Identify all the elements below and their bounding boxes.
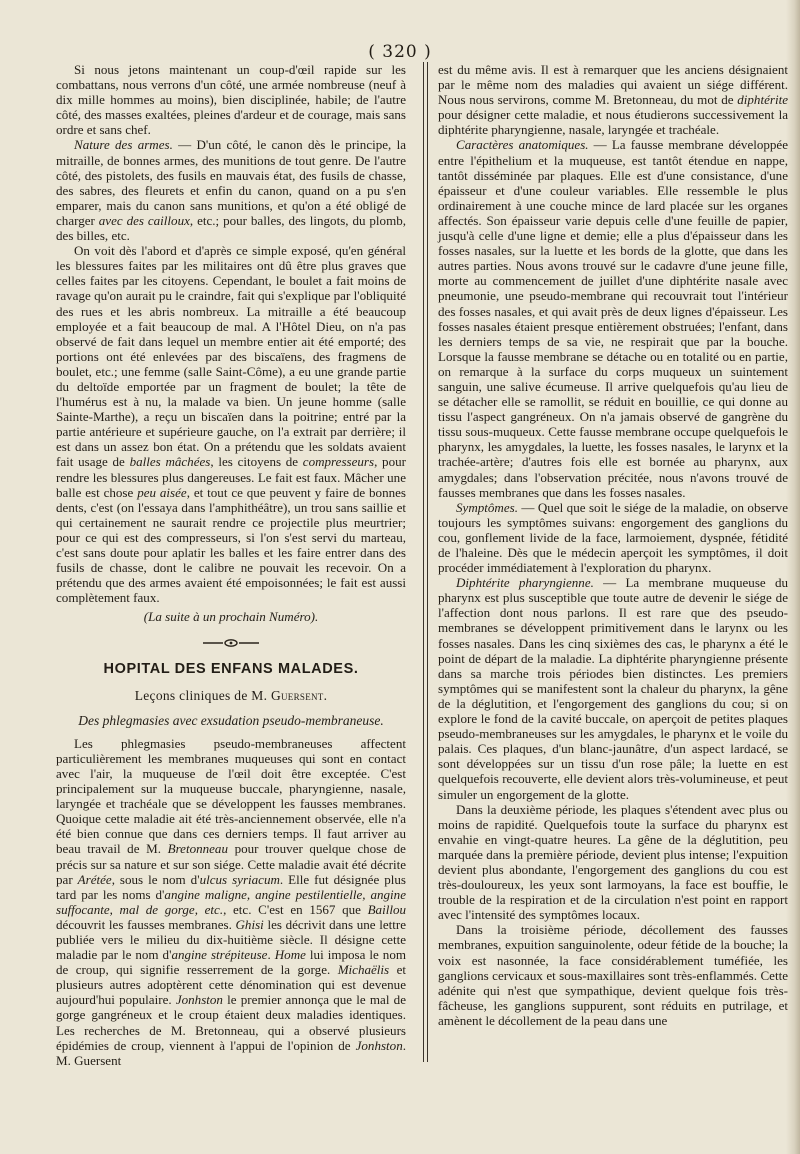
text-run: , etc. C'est en 1567 que (223, 901, 368, 917)
italic-run: angine strépiteuse (171, 947, 268, 963)
text-run: — Quel que soit le siége de la maladie, on observe toujours les symptômes suivans: engorgement des ganglions du cou, gonflement livide de la face, larmoiement, dyspnée, fétidité de l'haleine. Dès que le médecin aperçoit les symptômes, il doit procéder immédiatement à l'exploration du pharynx. (438, 499, 788, 576)
italic-run: compresseurs (302, 454, 375, 470)
text-run: — La membrane muqueuse du pharynx est plus susceptible que toute autre de devenir le siége de l'affection dont nous parlons. Il est rare que des pseudo-membranes se développent primitivement dans le larynx ou les fosses nasales. Dans les cinq sixièmes des cas, le pharynx a été le point de départ de la maladie. La diphtérite pharyngienne présente dans sa marche trois périodes bien distinctes. Les premiers symptômes qui se manifestent sont la chaleur du pharynx, la gêne de la déglutition, et l'engorgement des ganglions du cou; si on explore le fond de la cavité buccale, on aperçoit de petites plaques pseudo-membraneuses sur les amygdales, le pharynx et le voile du palais. Ces plaques, d'un blanc-jaunâtre, d'un aspect lardacé, se sont développées sur un tissu d'un rose pâle; la luette en est quelquefois recouverte, elle devient alors très-volumineuse, et peut simuler un engorgement de la glotte. (438, 575, 789, 802)
heading-nature-des-armes: Nature des armes. (74, 137, 173, 153)
left-column (56, 62, 406, 1068)
text-run: est du même avis. Il est à remarquer que les anciens désignaient par le même nom des maladies qui avaient un siége différent. Nous nous servirons, comme M. Bretonneau, du mot de (438, 62, 788, 108)
page-edge-shadow (786, 0, 800, 1154)
heading-caracteres-anatomiques: Caractères anatomiques. (456, 137, 589, 153)
paragraph-symptoms (438, 500, 788, 575)
text-run: pour désigner cette maladie, et nous étudierons successivement la diphtérite pharyngienne, nasale, laryngée et trachéale. (438, 107, 788, 138)
text-run: . (267, 947, 275, 963)
italic-run: peu aisée (137, 484, 187, 500)
italic-run: angine maligne, angine pestilentielle, angine suffocante, mal de gorge, etc. (56, 886, 406, 917)
text-run: pour trouver quelque chose de précis sur sa nature et sur son siége. Cette maladie avait été décrite par (56, 841, 406, 887)
paragraph-second-period: Dans la deuxième période, les plaques s'étendent avec plus ou moins de rapidité. Quelquefois toute la surface du pharynx est envahie en vingt-quatre heures. La gêne de la déglutition, peu marquée dans la première période, devient plus intense; l'expuition devient plus abondante, l'engorgement des ganglions du cou est très-douloureux, les yeux sont larmoyans, la face est bouffie, le trouble de la respiration et de la circulation n'est point en rapport avec l'intensité des symptômes locaux. (438, 801, 788, 923)
paragraph-history (56, 736, 406, 1068)
lecture-subtopic: Des phlegmasies avec exsudation pseudo-membraneuse. (78, 712, 384, 728)
italic-run: diphtérite (737, 92, 788, 108)
text-run: . Elle fut désignée plus tard par les noms d' (56, 871, 406, 902)
right-column (438, 62, 788, 1028)
italic-run: balles mâchées (129, 454, 211, 470)
italic-run: Arétée (77, 871, 112, 887)
italic-run: Ghisi (235, 916, 264, 932)
text-run: — La fausse membrane développée entre l'épithelium et la muqueuse, est tantôt étendue en nappe, tantôt disséminée par plaques. Elle est d'une consistance, d'une épaisseur et d'une couleur variables. Elle ressemble le plus ordinairement à une couche mince de lard placée sur les organes affectés. Son épaisseur varie depuis celle d'une feuille de papier, jusqu'à celle d'une ligne et demie; elle a plus d'épaisseur dans les fosses nasales, sur la luette et les bords de la glotte, que dans les autres parties. Nous avons trouvé sur le cadavre d'une jeune fille, morte au commencement de juillet d'une diphtérite nasale avec pneumonie, une pseudo-membrane qui recouvrait tout l'intérieur des fosses nasales, et qui avait près de deux lignes d'épaisseur. Les fosses nasales étaient presque entièrement obstruées; l'enfant, dans les derniers temps de sa vie, ne respirait que par la bouche. Lorsque la fausse membrane se détache ou en totalité ou en partie, on remarque à la surface du corps muqueux un suintement sanguin, une salive écumeuse. Il arrive quelquefois qu'au lieu de se détacher elle se ramollit, se réduit en bouillie, ce qui donne au tissu l'aspect gangréneux. On n'a jamais observé de gangrène du tissu sous-muqueux. Cette fausse membrane occupe quelquefois le pharynx, les amygdales, la luette, les fosses nasales, le larynx et la trachée-artère; d'autres fois elle est bornée au pharynx, aux amygdales; dans l'observation précitée, nous n'avons trouvé de fausses membranes que dans les fosses nasales. (438, 137, 789, 500)
paragraph-third-period: Dans la troisième période, décollement des fausses membranes, expuition sanguinolente, odeur fétide de la bouche; la voix est nasonnée, la face considérablement tuméfiée, les ganglions cervicaux et sous-maxillaires sont très-enflammés. Cette adénite qui n'est que sympathique, devient quelque fois très-fâcheuse, les ganglions suppurent, sont réduits en putrilage, et amènent le décollement de la peau dans une (438, 922, 788, 1028)
italic-run: Michaëlis (337, 962, 390, 978)
to-be-continued-note: (La suite à un prochain Numéro). (143, 609, 319, 625)
section-title: HOPITAL DES ENFANS MALADES. (103, 661, 359, 678)
text-run: , les citoyens de (210, 454, 303, 470)
paragraph-pharyngeal (438, 575, 788, 801)
heading-symptomes: Symptômes. (456, 499, 518, 515)
section-ornament (56, 628, 406, 658)
paragraph-combatants: Si nous jetons maintenant un coup-d'œil rapide sur les combattans, nous verrons d'un côté, une armée nombreuse (neuf à dix mille hommes au moins), bien disciplinée, habile; de l'autre côté, des masses exaltées, pleines d'ardeur et de courage, mais sans ordre et sans chef. (56, 62, 406, 138)
text-run: , pour rendre les blessures plus dangereuses. Le fait est faux. Mâcher une balle est chose (56, 454, 406, 500)
italic-run: Baillou (367, 901, 406, 917)
text-run: Les phlegmasies pseudo-membraneuses affectent particulièrement les membranes muqueuses qui sont en contact avec l'air, la muqueuse de l'œil doit être exceptée. C'est principalement sur la muqueuse buccale, pharyngienne, nasale, laryngée et trachéale que se développent les fausses membranes. Quoique cette maladie ait été très-anciennement observée, elle n'a été bien connue que dans ces derniers temps. Il faut arriver au beau travail de M. (56, 735, 406, 857)
paragraph-wounds (56, 243, 406, 605)
text-run: On voit dès l'abord et d'après ce simple exposé, qu'en général les blessures faites par les militaires ont dû être plus graves que celles faites par les citoyens. Cependant, le boulet a fait moins de ravage qu'on aurait pu le craindre, fait qui s'explique par l'obliquité des rues et les abris nombreux. La mitraille a été beaucoup employée et a fait beaucoup de mal. A l'Hôtel Dieu, on n'a pas observé de fait dans lequel un membre entier ait été emporté; des portions ont été enlevées par des biscaïens, des fragmens de boulet, etc.; une femme (salle Saint-Côme), a eu une grande partie du deltoïde emportée par un fragment de boulet; la tête de l'humérus est à nu, la malade va bien. Un jeune homme (salle Sainte-Marthe), a reçu un biscaïen dans la poitrine; entré par la partie antérieure et supérieure gauche, on l'a extrait par derrière; il est dans un assez bon état. On a prétendu que les soldats avaient fait usage de (56, 243, 406, 470)
page-number: ( 320 ) (368, 42, 432, 62)
italic-run: avec des cailloux (98, 212, 190, 228)
text-run: , etc.; pour balles, des lingots, du plomb, des billes, etc. (56, 212, 407, 244)
text-run: . M. Guersent (56, 1037, 406, 1068)
text-run: le premier annonça que le mal de gorge gangréneux et le croup étaient deux maladies identiques. Les recherches de M. Bretonneau, qui a observé plusieurs épidémies de croup, viennent à l'appui de l'opinion de (56, 992, 406, 1053)
column-divider-second-rule (427, 62, 428, 1062)
text-run: lui imposa le nom de croup, qui signifie resserrement de la gorge. (56, 947, 406, 978)
ornament-rule-icon (201, 638, 261, 648)
paragraph-weapons (56, 137, 406, 243)
text-run: découvrit les fausses membranes. (56, 916, 236, 932)
italic-run: Home (274, 947, 306, 963)
italic-run: Bretonneau (167, 841, 228, 857)
byline-author: Guersent. (270, 687, 328, 703)
text-run: — D'un côté, le canon dès le principe, la mitraille, de bonnes armes, des munitions de tout genre. De l'autre côté, des pistolets, des fusils en mauvais état, des fusils de chasse, des sabres, des fleurets et enfin du canon, quand on a pu s'en emparer, mais du canon sans munitions, et qu'on a été obligé de charger (56, 137, 406, 228)
text-run: et plusieurs autres adoptèrent cette dénomination qui est devenue aujourd'hui populaire. (56, 962, 406, 1008)
italic-run: Jonhston (175, 992, 223, 1008)
text-run: les décrivit dans une lettre publiée vers le milieu du dix-huitième siècle. Il désigne cette maladie par le nom d' (56, 916, 406, 963)
italic-run: Jonhston (355, 1037, 403, 1053)
column-divider (423, 62, 424, 1062)
byline-prefix: Leçons cliniques de M. (134, 687, 271, 703)
italic-run: ulcus syriacum (199, 871, 280, 887)
heading-diphterite-pharyngienne: Diphtérite pharyngienne. (456, 575, 594, 591)
paragraph-anatomy (438, 137, 788, 499)
text-run: , et tout ce que peuvent y faire de bonnes dents, c'est (on l'essaya dans l'amphithéâtre), un trou sans saillie et qui certainement ne saurait rendre ce projectile plus meurtrier; pour ce qui est des compresseurs, si l'on s'est servi du marteau, c'est sans doute pour aplatir les balles et les faire entrer dans des fusils de chasse, dont le calibre ne pouvait les recevoir. On a prétendu que des armes avaient été empoisonnées; le fait est aussi complètement faux. (56, 484, 406, 606)
lecture-byline (56, 688, 406, 703)
paragraph-names (438, 62, 788, 137)
text-run: , sous le nom d' (111, 871, 200, 887)
